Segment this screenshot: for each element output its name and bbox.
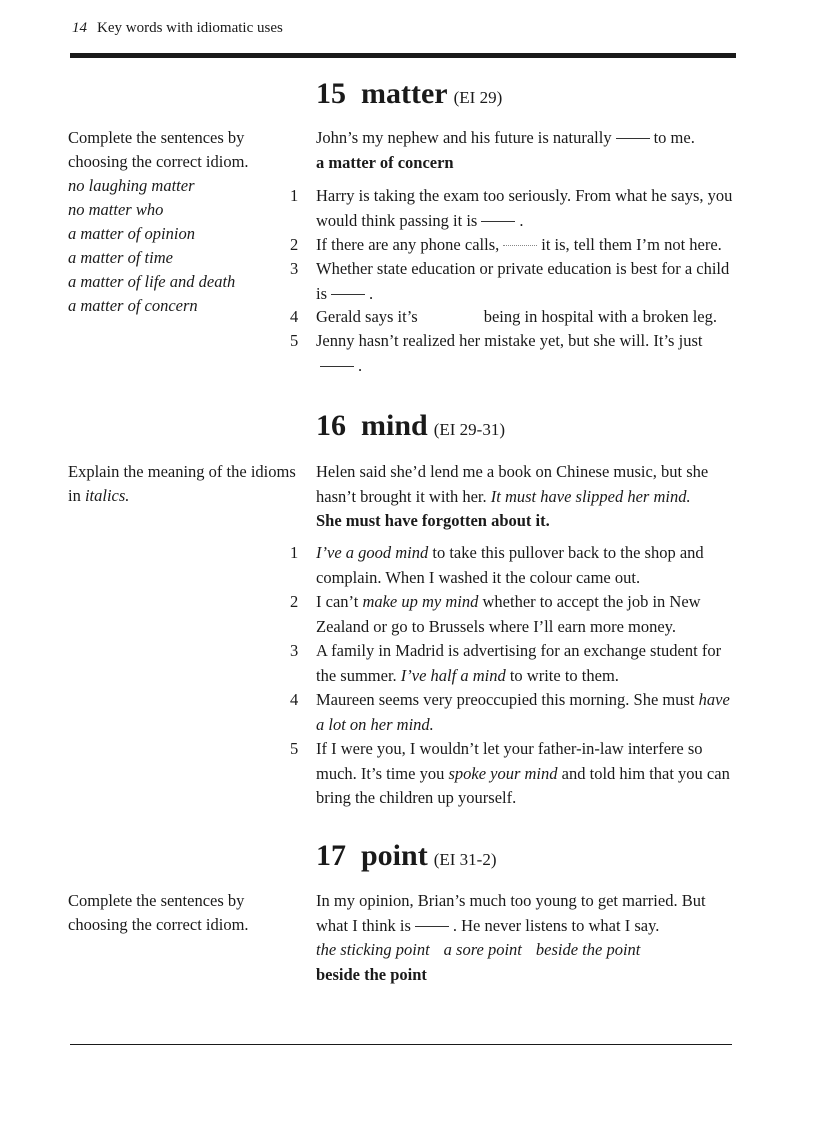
answer-blank bbox=[481, 220, 515, 222]
instruction: Complete the sentences by choosing the correct idiom. bbox=[68, 891, 249, 934]
item-text: Maureen seems very preoccupied this morning. She must bbox=[316, 690, 695, 709]
option: no laughing matter bbox=[68, 176, 195, 195]
example-text: John’s my nephew and his future is naturally bbox=[316, 128, 612, 147]
item-text: it is, tell them I’m not here. bbox=[541, 235, 722, 254]
instruction: Complete the sentences by choosing the correct idiom. bbox=[68, 128, 249, 171]
section-15-sidebar bbox=[68, 126, 298, 318]
answer-blank bbox=[331, 293, 365, 295]
item-text: being in hospital with a broken leg. bbox=[483, 307, 717, 326]
item-text: Gerald says it’s bbox=[316, 307, 418, 326]
item-number: 1 bbox=[290, 543, 299, 562]
answer-blank bbox=[415, 925, 449, 927]
item-text: I can’t bbox=[316, 592, 359, 611]
section-17-title bbox=[316, 838, 496, 878]
example-text: . He never listens to what I say. bbox=[452, 915, 660, 935]
header-rule bbox=[70, 53, 736, 58]
item-number: 5 bbox=[290, 331, 299, 350]
running-header bbox=[72, 20, 283, 37]
item-text: Harry is taking the exam too seriously. From what he says, you would think passing it is bbox=[316, 186, 733, 230]
option: a matter of opinion bbox=[68, 224, 195, 243]
example-answer: She must have forgotten about it. bbox=[316, 511, 550, 530]
item-text: and told him that you can bring the children up yourself. bbox=[316, 763, 730, 807]
item-idiom: spoke your mind bbox=[448, 763, 558, 783]
option: a sore point bbox=[443, 940, 522, 959]
section-15-title bbox=[316, 76, 502, 116]
item-number: 2 bbox=[290, 235, 299, 254]
example-answer: a matter of concern bbox=[316, 152, 454, 172]
section-word: point bbox=[361, 839, 428, 872]
section-16-example bbox=[316, 460, 736, 534]
item-text: Whether state education or private education is best for a child is bbox=[316, 259, 730, 303]
answer-blank bbox=[320, 365, 354, 367]
item-idiom: I’ve half a mind bbox=[400, 665, 506, 685]
section-word: matter bbox=[361, 77, 448, 110]
option: a matter of concern bbox=[68, 296, 198, 315]
example-answer: beside the point bbox=[316, 964, 427, 984]
example-text: to me. bbox=[653, 128, 695, 147]
item-number: 3 bbox=[290, 641, 299, 660]
item-number: 4 bbox=[290, 690, 299, 709]
item-text: to take this pullover back to the shop and complain. When I washed it the colour came out. bbox=[316, 543, 704, 587]
option: a matter of life and death bbox=[68, 272, 236, 291]
item-number: 2 bbox=[290, 592, 299, 611]
footer-rule bbox=[70, 1044, 732, 1045]
example-idiom: It must have slipped her mind. bbox=[490, 486, 691, 506]
item-idiom: I’ve a good mind bbox=[316, 543, 429, 562]
item-text: A family in Madrid is advertising for an exchange student for the summer. bbox=[316, 641, 722, 685]
section-word: mind bbox=[361, 409, 428, 442]
section-number: 16 bbox=[316, 409, 346, 442]
example-text: In my opinion, Brian’s much too young to get married. But what I think is bbox=[316, 891, 706, 935]
section-ref: (EI 29) bbox=[453, 88, 503, 107]
item-text: . bbox=[358, 355, 363, 375]
item-text: . bbox=[369, 283, 374, 303]
instruction-italic: italics. bbox=[84, 486, 130, 505]
instruction: Explain the meaning of the idioms in bbox=[68, 462, 296, 505]
running-title: Key words with idiomatic uses bbox=[97, 20, 283, 36]
option: the sticking point bbox=[316, 940, 430, 959]
item-idiom: make up my mind bbox=[362, 592, 479, 611]
item-number: 1 bbox=[290, 186, 299, 205]
answer-blank bbox=[503, 244, 537, 246]
section-16-sidebar bbox=[68, 460, 298, 508]
section-ref: (EI 31-2) bbox=[433, 850, 497, 869]
section-number: 15 bbox=[316, 77, 346, 110]
item-number: 4 bbox=[290, 307, 299, 326]
item-text: If I were you, I wouldn’t let your father-in-law interfere so much. It’s time you bbox=[316, 739, 703, 783]
item-text: . bbox=[519, 210, 524, 230]
item-text: to write to them. bbox=[509, 665, 619, 685]
section-17-example bbox=[316, 889, 736, 987]
section-number: 17 bbox=[316, 839, 346, 872]
section-16-title bbox=[316, 408, 505, 448]
example-options bbox=[316, 940, 654, 959]
item-text: If there are any phone calls, bbox=[316, 235, 500, 254]
option: a matter of time bbox=[68, 248, 173, 267]
section-ref: (EI 29-31) bbox=[433, 420, 505, 439]
item-text: whether to accept the job in New Zealand or go to Brussels where I’ll earn more money. bbox=[316, 592, 701, 636]
option: no matter who bbox=[68, 200, 164, 219]
section-15-example bbox=[316, 126, 736, 175]
answer-blank bbox=[616, 137, 650, 139]
item-number: 3 bbox=[290, 259, 299, 278]
page-number: 14 bbox=[72, 20, 87, 36]
option: beside the point bbox=[535, 940, 641, 959]
example-text: Helen said she’d lend me a book on Chinese music, but she hasn’t brought it with her. bbox=[316, 462, 709, 506]
item-idiom: have a lot on her mind. bbox=[316, 690, 730, 734]
item-text: Jenny hasn’t realized her mistake yet, but she will. It’s just bbox=[316, 331, 703, 350]
section-17-sidebar bbox=[68, 889, 298, 937]
item-number: 5 bbox=[290, 739, 299, 758]
